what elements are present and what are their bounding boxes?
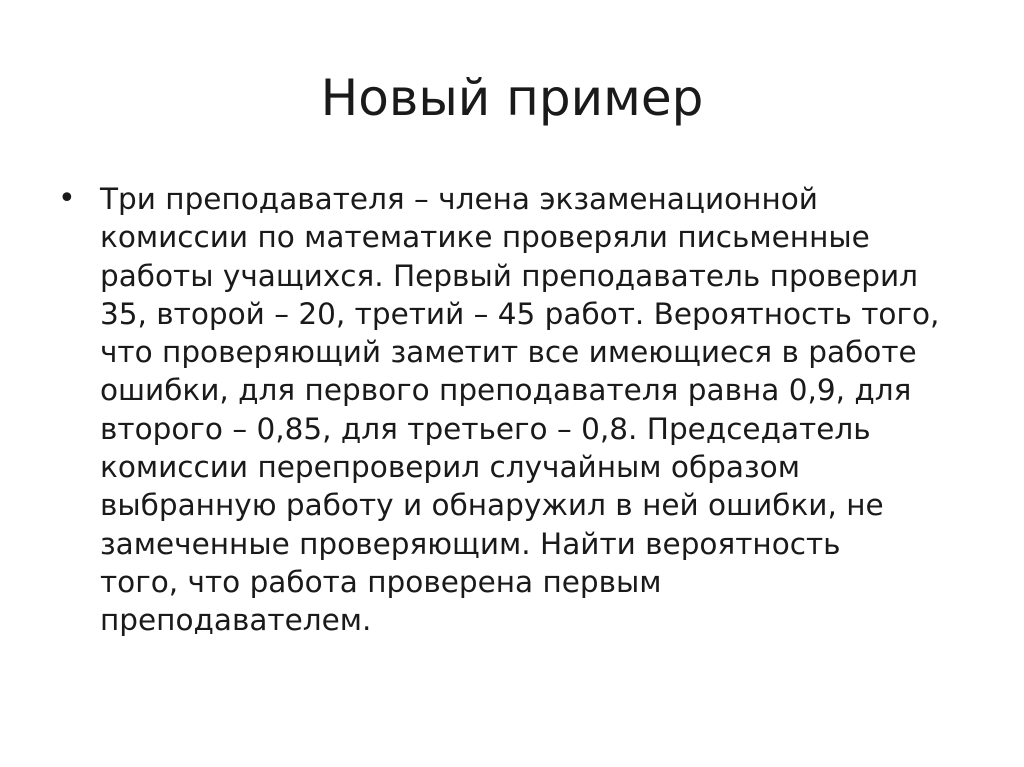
text-line-12: преподавателем. (100, 603, 372, 638)
bullet-dot-icon: • (58, 181, 76, 216)
bullet-item (58, 180, 978, 640)
text-line-10: замеченные проверяющим. Найти вероятность (100, 526, 841, 561)
text-line-7: второго – 0,85, для третьего – 0,8. Председатель (100, 411, 871, 446)
text-line-9: выбранную работу и обнаружил в ней ошибки, не (100, 488, 884, 523)
slide-title: Новый пример (320, 69, 704, 127)
text-line-11: того, что работа проверена первым (100, 564, 662, 599)
text-line-6: ошибки, для первого преподавателя равна 0,9, для (100, 373, 912, 408)
text-line-2: комиссии по математике проверяли письменные (100, 220, 870, 255)
text-line-5: что проверяющий заметит все имеющиеся в работе (100, 335, 917, 370)
text-line-3: работы учащихся. Первый преподаватель проверил (100, 258, 919, 293)
text-line-4: 35, второй – 20, третий – 45 работ. Вероятность того, (100, 296, 940, 331)
text-line-8: комиссии перепроверил случайным образом (100, 450, 800, 485)
slide-content (58, 180, 978, 640)
text-line-1: Три преподавателя – члена экзаменационной (100, 182, 818, 216)
problem-text (100, 180, 970, 640)
